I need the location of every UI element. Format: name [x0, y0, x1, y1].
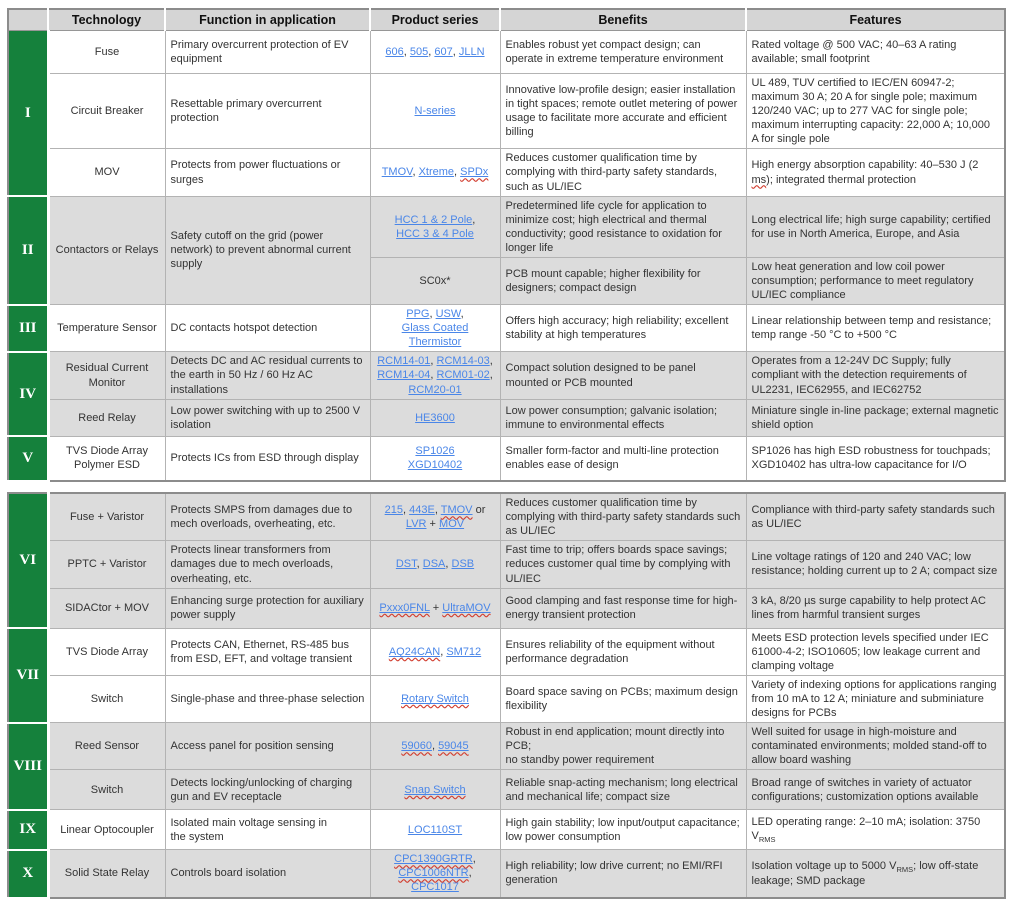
cell-features: LED operating range: 2–10 mA; isolation: 3750 $V_{RMS}$ — [746, 810, 1005, 850]
product-link[interactable]: 443E — [409, 504, 435, 517]
cell-technology: Contactors or Relays — [48, 196, 165, 305]
group-numeral-iii: III — [8, 305, 48, 352]
cell-benefits: Enables robust yet compact design; can operate in extreme temperature environment — [500, 31, 746, 74]
cell-technology: Reed Relay — [48, 399, 165, 436]
cell-function: Isolated main voltage sensing in the system — [165, 810, 370, 850]
cell-product-series: HCC 1 & 2 Pole, HCC 3 & 4 Pole — [370, 196, 500, 257]
table-row — [8, 31, 1005, 74]
product-link[interactable]: AQ24CAN — [388, 645, 441, 658]
table-row — [8, 149, 1005, 196]
cell-function: Detects DC and AC residual currents to the earth in 50 Hz / 60 Hz AC installations — [165, 352, 370, 399]
cell-technology: Fuse — [48, 31, 165, 74]
cell-function: Safety cutoff on the grid (power network) to prevent abnormal current supply — [165, 196, 370, 305]
table-row — [8, 493, 1005, 541]
table-row — [8, 541, 1005, 588]
product-link[interactable]: 606 — [385, 45, 404, 58]
product-link[interactable]: 505 — [409, 45, 429, 58]
product-link[interactable]: Pxxx0FNL — [379, 602, 430, 615]
product-link[interactable]: MOV — [439, 518, 465, 531]
product-link[interactable]: RCM14-03 — [436, 355, 490, 368]
cell-benefits: Robust in end application; mount directly into PCB; no standby power requirement — [500, 723, 746, 770]
cell-function: Single-phase and three-phase selection — [165, 675, 370, 722]
cell-product-series — [370, 810, 500, 850]
product-link[interactable]: DSB — [451, 558, 475, 571]
cell-benefits: High reliability; low drive current; no EMI/RFI generation — [500, 850, 746, 898]
cell-technology: Temperature Sensor — [48, 305, 165, 352]
product-link[interactable]: CPC1017 — [411, 881, 459, 894]
cell-function: Detects locking/unlocking of charging gun and EV receptacle — [165, 770, 370, 810]
product-link[interactable]: RCM20-01 — [408, 383, 462, 396]
table-row — [8, 810, 1005, 850]
column-header-function-in-application: Function in application — [165, 9, 370, 31]
product-link[interactable]: 607 — [434, 45, 453, 58]
product-link[interactable]: HCC 1 & 2 Pole — [394, 213, 473, 226]
product-link[interactable]: LOC110ST — [407, 823, 463, 836]
cell-technology: Solid State Relay — [48, 850, 165, 898]
cell-product-series: RCM14-01, RCM14-03, RCM14-04, RCM01-02, RCM20-01 — [370, 352, 500, 399]
cell-benefits: Reduces customer qualification time by complying with third-party safety standards, such as UL/IEC — [500, 149, 746, 196]
table-row — [8, 588, 1005, 628]
cell-technology: Circuit Breaker — [48, 74, 165, 149]
cell-technology: Residual Current Monitor — [48, 352, 165, 399]
product-link[interactable]: JLLN — [458, 45, 485, 58]
cell-technology: TVS Diode Array — [48, 628, 165, 675]
cell-function: Protects CAN, Ethernet, RS-485 bus from ESD, EFT, and voltage transient — [165, 628, 370, 675]
cell-product-series: AQ24CAN, SM712 — [370, 628, 500, 675]
cell-features: SP1026 has high ESD robustness for touchpads; XGD10402 has ultra-low capacitance for I/O — [746, 436, 1005, 481]
product-link[interactable]: DST — [395, 558, 417, 571]
cell-technology: TVS Diode Array Polymer ESD — [48, 436, 165, 481]
cell-features: Isolation voltage up to 5000 $V_{RMS}$; low off-state leakage; SMD package — [746, 850, 1005, 898]
group-numeral-viii: VIII — [8, 723, 48, 810]
cell-features: UL 489, TUV certified to IEC/EN 60947-2; maximum 30 A; 20 A for single pole; maximum 120/240 VAC; up to 277 VAC for single pole; maximum interrupting capacity: 22,000 A; 10,000 A for single pole — [746, 74, 1005, 149]
product-link[interactable]: HE3600 — [415, 411, 455, 424]
protection-table-lower — [7, 492, 1006, 898]
cell-features: Miniature single in-line package; external magnetic shield option — [746, 399, 1005, 436]
product-link[interactable]: Xtreme — [418, 166, 455, 179]
cell-features: Operates from a 12-24V DC Supply; fully compliant with the detection requirements of UL2231, IEC62955, and IEC62752 — [746, 352, 1005, 399]
cell-product-series: Pxxx0FNL + UltraMOV — [370, 588, 500, 628]
column-header-benefits: Benefits — [500, 9, 746, 31]
header-corner-cell — [8, 9, 48, 31]
group-numeral-v: V — [8, 436, 48, 481]
cell-function: Protects from power fluctuations or surges — [165, 149, 370, 196]
cell-technology: PPTC + Varistor — [48, 541, 165, 588]
cell-function: Primary overcurrent protection of EV equipment — [165, 31, 370, 74]
cell-benefits: Reliable snap-acting mechanism; long electrical and mechanical life; compact size — [500, 770, 746, 810]
product-link[interactable]: TMOV — [440, 504, 473, 517]
cell-benefits: PCB mount capable; higher flexibility for designers; compact design — [500, 257, 746, 304]
table-row — [8, 770, 1005, 810]
cell-product-series — [370, 74, 500, 149]
product-link[interactable]: HCC 3 & 4 Pole — [396, 227, 474, 240]
product-link[interactable]: SM712 — [446, 645, 482, 658]
table-row — [8, 628, 1005, 675]
column-header-product-series: Product series — [370, 9, 500, 31]
product-link[interactable]: USW — [435, 308, 461, 321]
table-row — [8, 723, 1005, 770]
cell-product-series: CPC1390GRTR, CPC1006NTR, CPC1017 — [370, 850, 500, 898]
product-link[interactable]: Snap Switch — [404, 783, 466, 796]
group-numeral-vi: VI — [8, 493, 48, 628]
cell-technology: MOV — [48, 149, 165, 196]
group-numeral-x: X — [8, 850, 48, 898]
product-link[interactable]: XGD10402 — [407, 459, 463, 472]
table-row — [8, 352, 1005, 399]
cell-features: High energy absorption capability: 40–530 J (2 ms); integrated thermal protection — [746, 149, 1005, 196]
product-link[interactable]: PPG — [406, 308, 430, 321]
product-link[interactable]: LVR — [405, 518, 427, 531]
cell-function: Low power switching with up to 2500 V isolation — [165, 399, 370, 436]
column-header-technology: Technology — [48, 9, 165, 31]
table-row — [8, 305, 1005, 352]
cell-features: Long electrical life; high surge capability; certified for use in North America, Europe, and Asia — [746, 196, 1005, 257]
group-numeral-i: I — [8, 31, 48, 197]
cell-benefits: Predetermined life cycle for application to minimize cost; high electrical and thermal conductivity; good resistance to oxidation for longer life — [500, 196, 746, 257]
product-link[interactable]: RCM01-02 — [436, 369, 490, 382]
header-row — [8, 9, 1005, 31]
cell-features: Line voltage ratings of 120 and 240 VAC; low resistance; holding current up to 2 A; compact size — [746, 541, 1005, 588]
cell-benefits: High gain stability; low input/output capacitance; low power consumption — [500, 810, 746, 850]
product-link[interactable]: SP1026 — [415, 445, 455, 458]
table-row — [8, 74, 1005, 149]
table-gap — [7, 482, 1004, 492]
cell-technology: Switch — [48, 675, 165, 722]
cell-features: Meets ESD protection levels specified under IEC 61000-4-2; ISO10605; low leakage current and clamping voltage — [746, 628, 1005, 675]
cell-benefits: Board space saving on PCBs; maximum design flexibility — [500, 675, 746, 722]
cell-product-series — [370, 770, 500, 810]
product-link[interactable]: DSA — [422, 558, 446, 571]
product-link[interactable]: 215 — [384, 504, 403, 517]
cell-function: Resettable primary overcurrent protection — [165, 74, 370, 149]
product-link[interactable]: SPDx — [460, 166, 489, 179]
product-link[interactable]: RCM14-01 — [377, 355, 431, 368]
cell-function: Controls board isolation — [165, 850, 370, 898]
product-link[interactable]: N-series — [414, 105, 456, 118]
product-link[interactable]: UltraMOV — [442, 602, 491, 615]
table-row — [8, 399, 1005, 436]
subscript-text: RMS — [896, 864, 914, 874]
table-row — [8, 196, 1005, 257]
product-link[interactable]: CPC1390GRTR — [394, 853, 473, 866]
misspelled-text: ms — [751, 173, 767, 186]
product-link[interactable]: TMOV — [381, 166, 413, 179]
cell-benefits: Offers high accuracy; high reliability; excellent stability at high temperatures — [500, 305, 746, 352]
cell-benefits: Innovative low-profile design; easier installation in tight spaces; remote outlet metering of power usage to facilitate more accurate and efficient billing — [500, 74, 746, 149]
cell-technology: Reed Sensor — [48, 723, 165, 770]
subscript-text: RMS — [758, 835, 776, 845]
cell-features: Compliance with third-party safety standards such as UL/IEC — [746, 493, 1005, 541]
group-numeral-ix: IX — [8, 810, 48, 850]
cell-benefits: Low power consumption; galvanic isolation; immune to environmental effects — [500, 399, 746, 436]
cell-product-series: SC0x* — [370, 257, 500, 304]
product-link[interactable]: CPC1006NTR — [398, 867, 469, 880]
cell-technology: Switch — [48, 770, 165, 810]
cell-function: Protects ICs from ESD through display — [165, 436, 370, 481]
group-numeral-ii: II — [8, 196, 48, 305]
cell-benefits: Reduces customer qualification time by complying with third-party safety standards such as UL/IEC — [500, 493, 746, 541]
cell-function: DC contacts hotspot detection — [165, 305, 370, 352]
table-row — [8, 850, 1005, 898]
cell-function: Access panel for position sensing — [165, 723, 370, 770]
group-numeral-vii: VII — [8, 628, 48, 722]
cell-product-series — [370, 436, 500, 481]
product-link[interactable]: 59060 — [401, 740, 432, 753]
product-link[interactable]: RCM14-04 — [377, 369, 431, 382]
cell-features: Broad range of switches in variety of actuator configurations; customization options available — [746, 770, 1005, 810]
cell-function: Enhancing surge protection for auxiliary power supply — [165, 588, 370, 628]
cell-product-series: 215, 443E, TMOV or LVR + MOV — [370, 493, 500, 541]
cell-technology: SIDACtor + MOV — [48, 588, 165, 628]
cell-product-series: 606, 505, 607, JLLN — [370, 31, 500, 74]
cell-benefits: Smaller form-factor and multi-line protection enables ease of design — [500, 436, 746, 481]
product-link[interactable]: Rotary Switch — [401, 692, 469, 705]
cell-features: Low heat generation and low coil power consumption; performance to meet regulatory UL/IEC compliance — [746, 257, 1005, 304]
group-numeral-iv: IV — [8, 352, 48, 436]
cell-technology: Linear Optocoupler — [48, 810, 165, 850]
product-link[interactable]: 59045 — [438, 740, 469, 753]
cell-benefits: Compact solution designed to be panel mounted or PCB mounted — [500, 352, 746, 399]
cell-function: Protects SMPS from damages due to mech overloads, overheating, etc. — [165, 493, 370, 541]
product-link[interactable]: Glass Coated Thermistor — [401, 322, 469, 349]
cell-product-series: 59060, 59045 — [370, 723, 500, 770]
cell-function: Protects linear transformers from damages due to mech overloads, overheating, etc. — [165, 541, 370, 588]
table-row — [8, 675, 1005, 722]
cell-product-series: DST, DSA, DSB — [370, 541, 500, 588]
column-header-features: Features — [746, 9, 1005, 31]
cell-features: 3 kA, 8/20 µs surge capability to help protect AC lines from harmful transient surges — [746, 588, 1005, 628]
cell-technology: Fuse + Varistor — [48, 493, 165, 541]
cell-benefits: Ensures reliability of the equipment without performance degradation — [500, 628, 746, 675]
cell-benefits: Fast time to trip; offers boards space savings; reduces customer qual time by complying with UL/IEC — [500, 541, 746, 588]
cell-product-series — [370, 675, 500, 722]
cell-benefits: Good clamping and fast response time for high-energy transient protection — [500, 588, 746, 628]
cell-features: Rated voltage @ 500 VAC; 40–63 A rating available; small footprint — [746, 31, 1005, 74]
cell-features: Well suited for usage in high-moisture and contaminated environments; molded stand-off to allow board washing — [746, 723, 1005, 770]
cell-features: Variety of indexing options for applications ranging from 10 mA to 12 A; miniature and subminiature designs for PCBs — [746, 675, 1005, 722]
cell-product-series: TMOV, Xtreme, SPDx — [370, 149, 500, 196]
cell-features: Linear relationship between temp and resistance; temp range -50 °C to +500 °C — [746, 305, 1005, 352]
cell-product-series — [370, 399, 500, 436]
cell-product-series: PPG, USW, Glass Coated Thermistor — [370, 305, 500, 352]
table-row — [8, 436, 1005, 481]
protection-table-upper — [7, 8, 1006, 482]
